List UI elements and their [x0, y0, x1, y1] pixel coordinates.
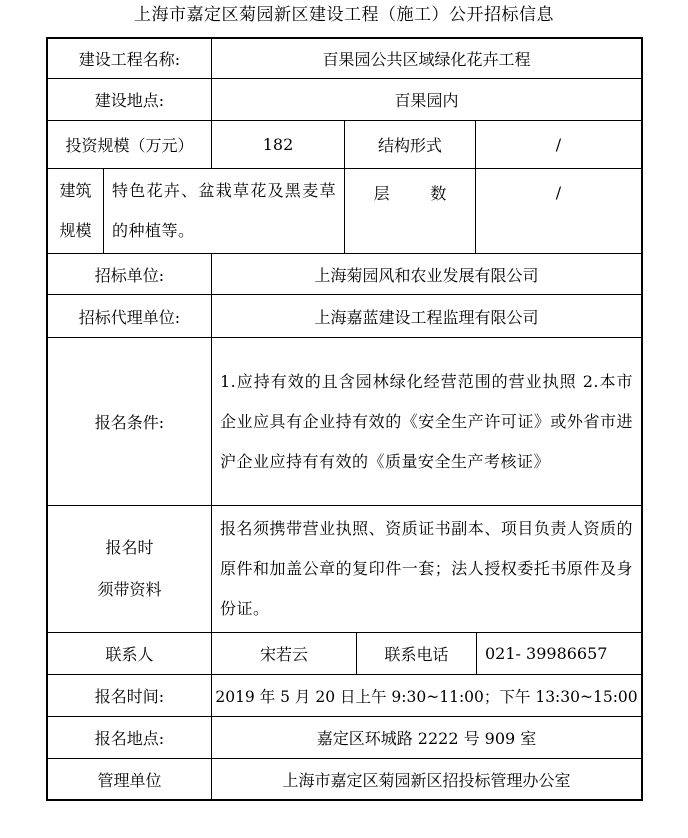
- contact-label: 联系人: [105, 645, 154, 664]
- tenderer-value: 上海菊园风和农业发展有限公司: [314, 265, 539, 285]
- structure-value: /: [555, 135, 562, 154]
- tenderer-label: 招标单位:: [94, 265, 165, 285]
- registration-time-label: 报名时间:: [94, 687, 165, 706]
- agent-label: 招标代理单位:: [78, 307, 181, 327]
- requirements-label: 报名条件:: [94, 413, 165, 432]
- floors-value: /: [555, 182, 562, 202]
- investment-value: 182: [262, 135, 294, 154]
- table-border-bottom: [46, 799, 643, 801]
- investment-label: 投资规模（万元）: [65, 136, 194, 155]
- documents-label: 报名时 须带资料: [97, 538, 162, 599]
- contact-value: 宋若云: [259, 645, 308, 664]
- table-border-right: [641, 37, 643, 801]
- requirements-value: 1.应持有效的且含园林绿化经营范围的营业执照 2.本市企业应具有企业持有效的《安全生产许可证》或外省市进沪企业应持有有效的《质量安全生产考核证》: [220, 371, 633, 471]
- location-value: 百果园内: [394, 91, 459, 110]
- project-name-value: 百果园公共区域绿化花卉工程: [322, 50, 531, 69]
- registration-place-value: 嘉定区环城路 2222 号 909 室: [316, 729, 537, 748]
- location-label: 建设地点:: [94, 91, 165, 110]
- documents-value: 报名须携带营业执照、资质证书副本、项目负责人资质的原件和加盖公章的复印件一套；法人授权委托书原件及身份证。: [220, 519, 633, 618]
- phone-label: 联系电话: [384, 645, 449, 664]
- building-scale-value: 特色花卉、盆栽草花及黑麦草的种植等。: [112, 181, 336, 240]
- phone-value: 021- 39986657: [485, 644, 608, 663]
- admin-unit-value: 上海市嘉定区菊园新区招投标管理办公室: [282, 770, 571, 790]
- registration-time-value: 2019 年 5 月 20 日上午 9:30~11:00；下午 13:30~15:00: [215, 687, 638, 706]
- structure-label: 结构形式: [377, 136, 442, 155]
- project-name-label: 建设工程名称:: [78, 50, 181, 69]
- page-title: 上海市嘉定区菊园新区建设工程（施工）公开招标信息: [134, 5, 554, 25]
- agent-value: 上海嘉蓝建设工程监理有限公司: [314, 307, 539, 327]
- registration-place-label: 报名地点:: [94, 729, 165, 748]
- floors-label: 层 数: [373, 183, 447, 203]
- building-scale-label: 建筑 规模: [59, 181, 92, 240]
- admin-unit-label: 管理单位: [97, 770, 162, 790]
